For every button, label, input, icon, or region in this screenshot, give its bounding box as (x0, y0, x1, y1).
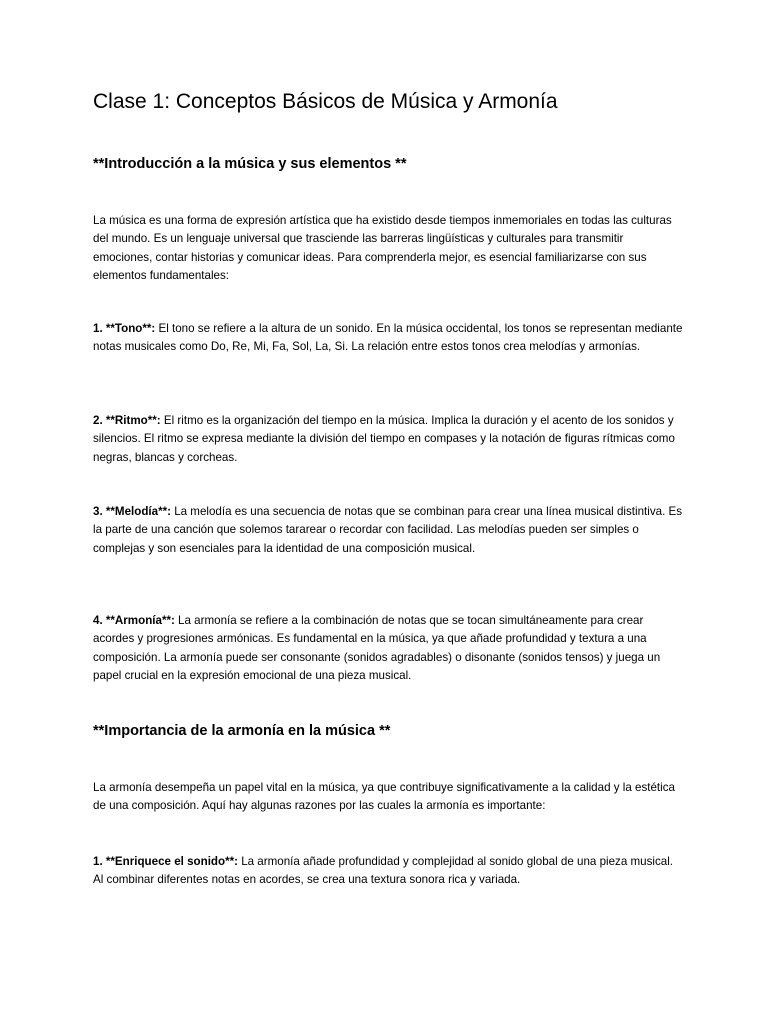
document-title: Clase 1: Conceptos Básicos de Música y Armonía (93, 90, 558, 113)
element-paragraph-armonia (93, 612, 683, 685)
element-text-tono: El tono se refiere a la altura de un sonido. En la música occidental, los tonos se representan mediante notas musicales como Do, Re, Mi, Fa, Sol, La, Si. La relación entre estos tonos crea melodías y armonías. (93, 322, 683, 354)
element-paragraph-tono (93, 320, 683, 357)
element-paragraph-melodia (93, 503, 683, 558)
document-page (93, 0, 683, 1024)
reason-text-enriquece: La armonía añade profundidad y complejidad al sonido global de una pieza musical. Al combinar diferentes notas en acordes, se crea una textura sonora rica y variada. (93, 855, 674, 887)
element-term-melodia: 3. **Melodía**: (93, 505, 171, 518)
element-term-ritmo: 2. **Ritmo**: (93, 414, 161, 427)
intro-paragraph: La música es una forma de expresión artística que ha existido desde tiempos inmemoriales en todas las culturas del mundo. Es un lenguaje universal que trasciende las barreras lingüísticas y culturales para transmitir emociones, contar historias y comunicar ideas. Para comprenderla mejor, es esencial familiarizarse con sus elementos fundamentales: (93, 214, 672, 282)
section-heading-introduccion: **Introducción a la música y sus elementos ** (93, 156, 407, 172)
element-text-melodia: La melodía es una secuencia de notas que se combinan para crear una línea musical distintiva. Es la parte de una canción que solemos tararear o recordar con facilidad. Las melodías pueden ser simples o complejas y son esenciales para la identidad de una composición musical. (93, 505, 683, 555)
reason-paragraph-enriquece (93, 853, 683, 890)
element-text-ritmo: El ritmo es la organización del tiempo en la música. Implica la duración y el acento de los sonidos y silencios. El ritmo se expresa mediante la división del tiempo en compases y la notación de figuras rítmicas como negras, blancas y corcheas. (93, 414, 675, 464)
element-term-tono: 1. **Tono**: (93, 322, 156, 335)
element-paragraph-ritmo (93, 412, 683, 467)
section-heading-importancia: **Importancia de la armonía en la música ** (93, 723, 391, 739)
reason-term-enriquece: 1. **Enriquece el sonido**: (93, 855, 238, 868)
importance-intro-paragraph: La armonía desempeña un papel vital en la música, ya que contribuye significativamente a la calidad y la estética de una composición. Aquí hay algunas razones por las cuales la armonía es importante: (93, 781, 675, 813)
element-term-armonia: 4. **Armonía**: (93, 614, 175, 627)
element-text-armonia: La armonía se refiere a la combinación de notas que se tocan simultáneamente para crear acordes y progresiones armónicas. Es fundamental en la música, ya que añade profundidad y textura a una composición. La armonía puede ser consonante (sonidos agradables) o disonante (sonidos tensos) y juega un papel crucial en la expresión emocional de una pieza musical. (93, 614, 661, 682)
